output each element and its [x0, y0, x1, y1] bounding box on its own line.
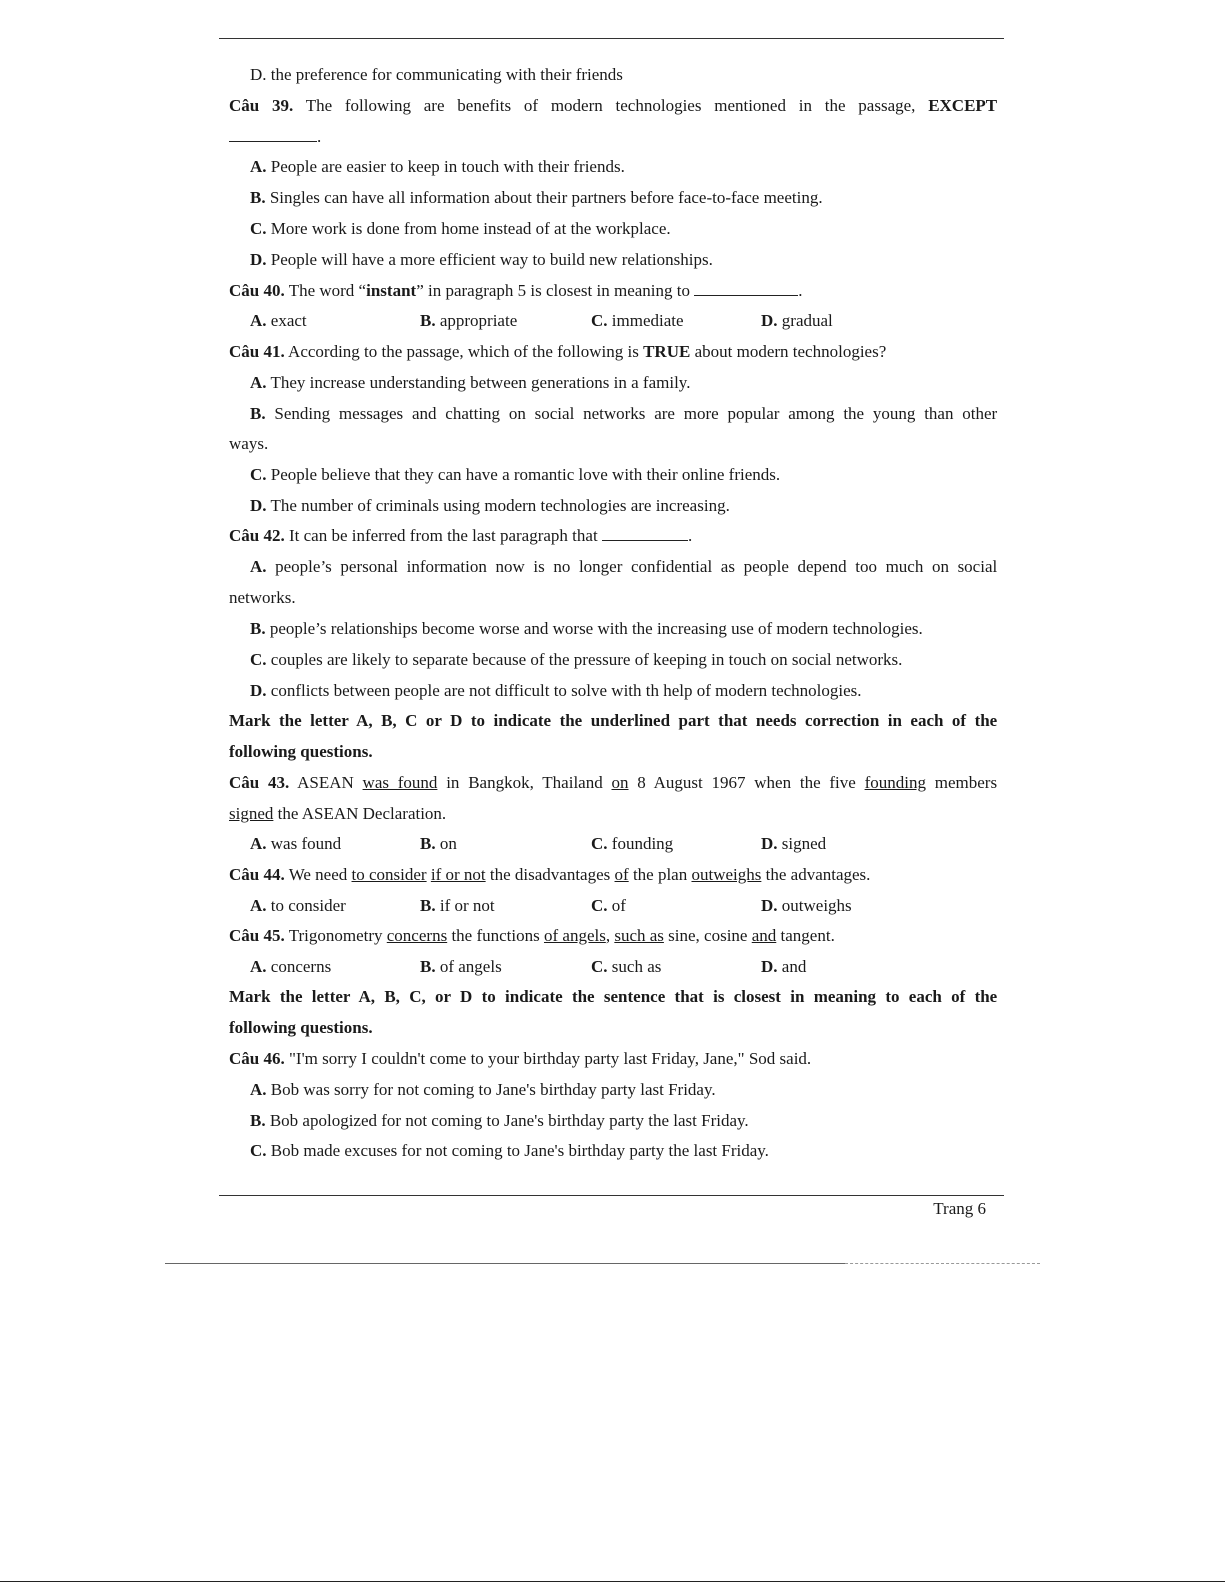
q43-option-c: C. founding — [591, 834, 674, 853]
underlined-part-d: signed — [229, 804, 274, 823]
question-number: Câu 45. — [229, 926, 285, 945]
w: of — [523, 96, 539, 115]
q39-option-b: B. Singles can have all information about their partners before face-to-face meeting. — [250, 188, 823, 207]
q40-option-a: A. exact — [250, 311, 307, 330]
q40-option-b: B. appropriate — [420, 311, 518, 330]
question-39-blank: . — [229, 125, 997, 149]
underlined-part-c: founding — [864, 773, 926, 792]
question-number: Câu 44. — [229, 865, 285, 884]
question-42-stem: Câu 42. It can be inferred from the last paragraph that . — [229, 526, 693, 545]
q41-option-b-cont: ways. — [229, 434, 269, 453]
option-text: People are easier to keep in touch with their friends. — [270, 157, 625, 176]
section-heading-meaning: Mark the letter A, B, C, or D to indicate the sentence that is closest in meaning to each of the — [229, 987, 998, 1006]
question-46-stem: Câu 46. "I'm sorry I couldn't come to your birthday party last Friday, Jane," Sod said. — [229, 1049, 812, 1068]
page-edge-dashes — [845, 1263, 1040, 1264]
q46-option-b: B. Bob apologized for not coming to Jane's birthday party the last Friday. — [250, 1111, 749, 1130]
question-44-stem: Câu 44. We need to consider if or not the disadvantages of the plan outweighs the advantages. — [229, 865, 871, 884]
q44-option-c: C. of — [591, 896, 626, 915]
w: benefits — [457, 96, 512, 115]
underlined-part-b: if or not — [430, 865, 486, 884]
q45-option-b: B. of angels — [420, 957, 502, 976]
question-number: Câu 41. — [229, 342, 285, 361]
q39-option-d: D. People will have a more efficient way to build new relationships. — [250, 250, 713, 269]
w: technologies — [615, 96, 702, 115]
q41-option-a: A. They increase understanding between generations in a family. — [250, 373, 691, 392]
q46-option-a: A. Bob was sorry for not coming to Jane's birthday party last Friday. — [250, 1080, 716, 1099]
q41-option-c: C. People believe that they can have a romantic love with their online friends. — [250, 465, 781, 484]
question-number: Câu 43. — [229, 773, 290, 792]
w: in — [798, 96, 812, 115]
question-number: Câu 46. — [229, 1049, 285, 1068]
footer-rule — [219, 1195, 1004, 1196]
page-edge-line — [165, 1263, 845, 1264]
underlined-part-b: on — [611, 773, 629, 792]
option-text: the preference for communicating with their friends — [270, 65, 623, 84]
question-39-stem — [229, 94, 997, 118]
top-rule — [219, 38, 1004, 39]
q42-option-b: B. people’s relationships become worse and worse with the increasing use of modern technologies. — [250, 619, 923, 638]
q40-option-c: C. immediate — [591, 311, 684, 330]
question-43-stem: Câu 43. ASEAN was found in Bangkok, Thailand on 8 August 1967 when the five founding members — [229, 773, 998, 792]
q43-option-a: A. was found — [250, 834, 342, 853]
question-number: Câu 40. — [229, 281, 285, 300]
section-heading-meaning-cont: following questions. — [229, 1018, 373, 1037]
option-text: Singles can have all information about their partners before face-to-face meeting. — [269, 188, 823, 207]
q39-option-a: A. People are easier to keep in touch with their friends. — [250, 157, 625, 176]
question-number: Câu 39. — [229, 96, 294, 115]
q45-option-a: A. concerns — [250, 957, 332, 976]
w: The — [305, 96, 333, 115]
question-number: Câu 42. — [229, 526, 285, 545]
underlined-part-a: to consider — [351, 865, 427, 884]
q42-option-a: A. people’s personal information now is no longer confidential as people depend too much on social — [250, 557, 998, 576]
w: mentioned — [714, 96, 786, 115]
q41-option-d: D. The number of criminals using modern technologies are increasing. — [250, 496, 730, 515]
q40-option-d: D. gradual — [761, 311, 833, 330]
question-41-stem: Câu 41. According to the passage, which of the following is TRUE about modern technologies? — [229, 342, 887, 361]
q44-option-b: B. if or not — [420, 896, 495, 915]
section-heading-correction: Mark the letter A, B, C or D to indicate the underlined part that needs correction in each of the — [229, 711, 998, 730]
page-number: Trang 6 — [933, 1199, 986, 1218]
q45-option-d: D. and — [761, 957, 807, 976]
w: passage, — [858, 96, 916, 115]
underlined-part-b: of angels — [543, 926, 606, 945]
w: modern — [550, 96, 603, 115]
except-keyword: EXCEPT — [928, 96, 998, 115]
underlined-part-d: and — [751, 926, 777, 945]
option-letter: D. — [250, 65, 271, 84]
option-text: People will have a more efficient way to build new relationships. — [270, 250, 713, 269]
underlined-part-a: was found — [362, 773, 438, 792]
underlined-part-c: such as — [614, 926, 664, 945]
w: are — [423, 96, 445, 115]
underlined-part-c: of — [614, 865, 629, 884]
q42-option-c: C. couples are likely to separate because of the pressure of keeping in touch on social networks. — [250, 650, 903, 669]
q44-option-a: A. to consider — [250, 896, 346, 915]
answer-blank — [602, 526, 688, 541]
question-40-stem: Câu 40. The word “instant” in paragraph 5 is closest in meaning to . — [229, 281, 803, 300]
question-45-stem: Câu 45. Trigonometry concerns the functions of angels, such as sine, cosine and tangent. — [229, 926, 835, 945]
q42-option-d: D. conflicts between people are not difficult to solve with th help of modern technologies. — [250, 681, 862, 700]
bottom-border — [0, 1581, 1225, 1582]
answer-blank — [229, 127, 317, 142]
question-43-stem-cont: signed the ASEAN Declaration. — [229, 804, 447, 823]
q42-option-a-cont: networks. — [229, 588, 296, 607]
key-word: instant — [366, 281, 417, 300]
underlined-part-d: outweighs — [691, 865, 762, 884]
w: the — [824, 96, 846, 115]
q46-option-c: C. Bob made excuses for not coming to Jane's birthday party the last Friday. — [250, 1141, 769, 1160]
section-heading-correction-cont: following questions. — [229, 742, 373, 761]
q44-option-d: D. outweighs — [761, 896, 852, 915]
prev-option-d — [250, 63, 997, 87]
underlined-part-a: concerns — [386, 926, 448, 945]
option-text: More work is done from home instead of at the workplace. — [270, 219, 671, 238]
q39-option-c: C. More work is done from home instead of at the workplace. — [250, 219, 671, 238]
key-word: TRUE — [643, 342, 691, 361]
q45-option-c: C. such as — [591, 957, 662, 976]
q43-option-b: B. on — [420, 834, 457, 853]
w: following — [344, 96, 411, 115]
q43-option-d: D. signed — [761, 834, 827, 853]
answer-blank — [694, 281, 798, 296]
q41-option-b: B. Sending messages and chatting on social networks are more popular among the young than other — [250, 404, 998, 423]
